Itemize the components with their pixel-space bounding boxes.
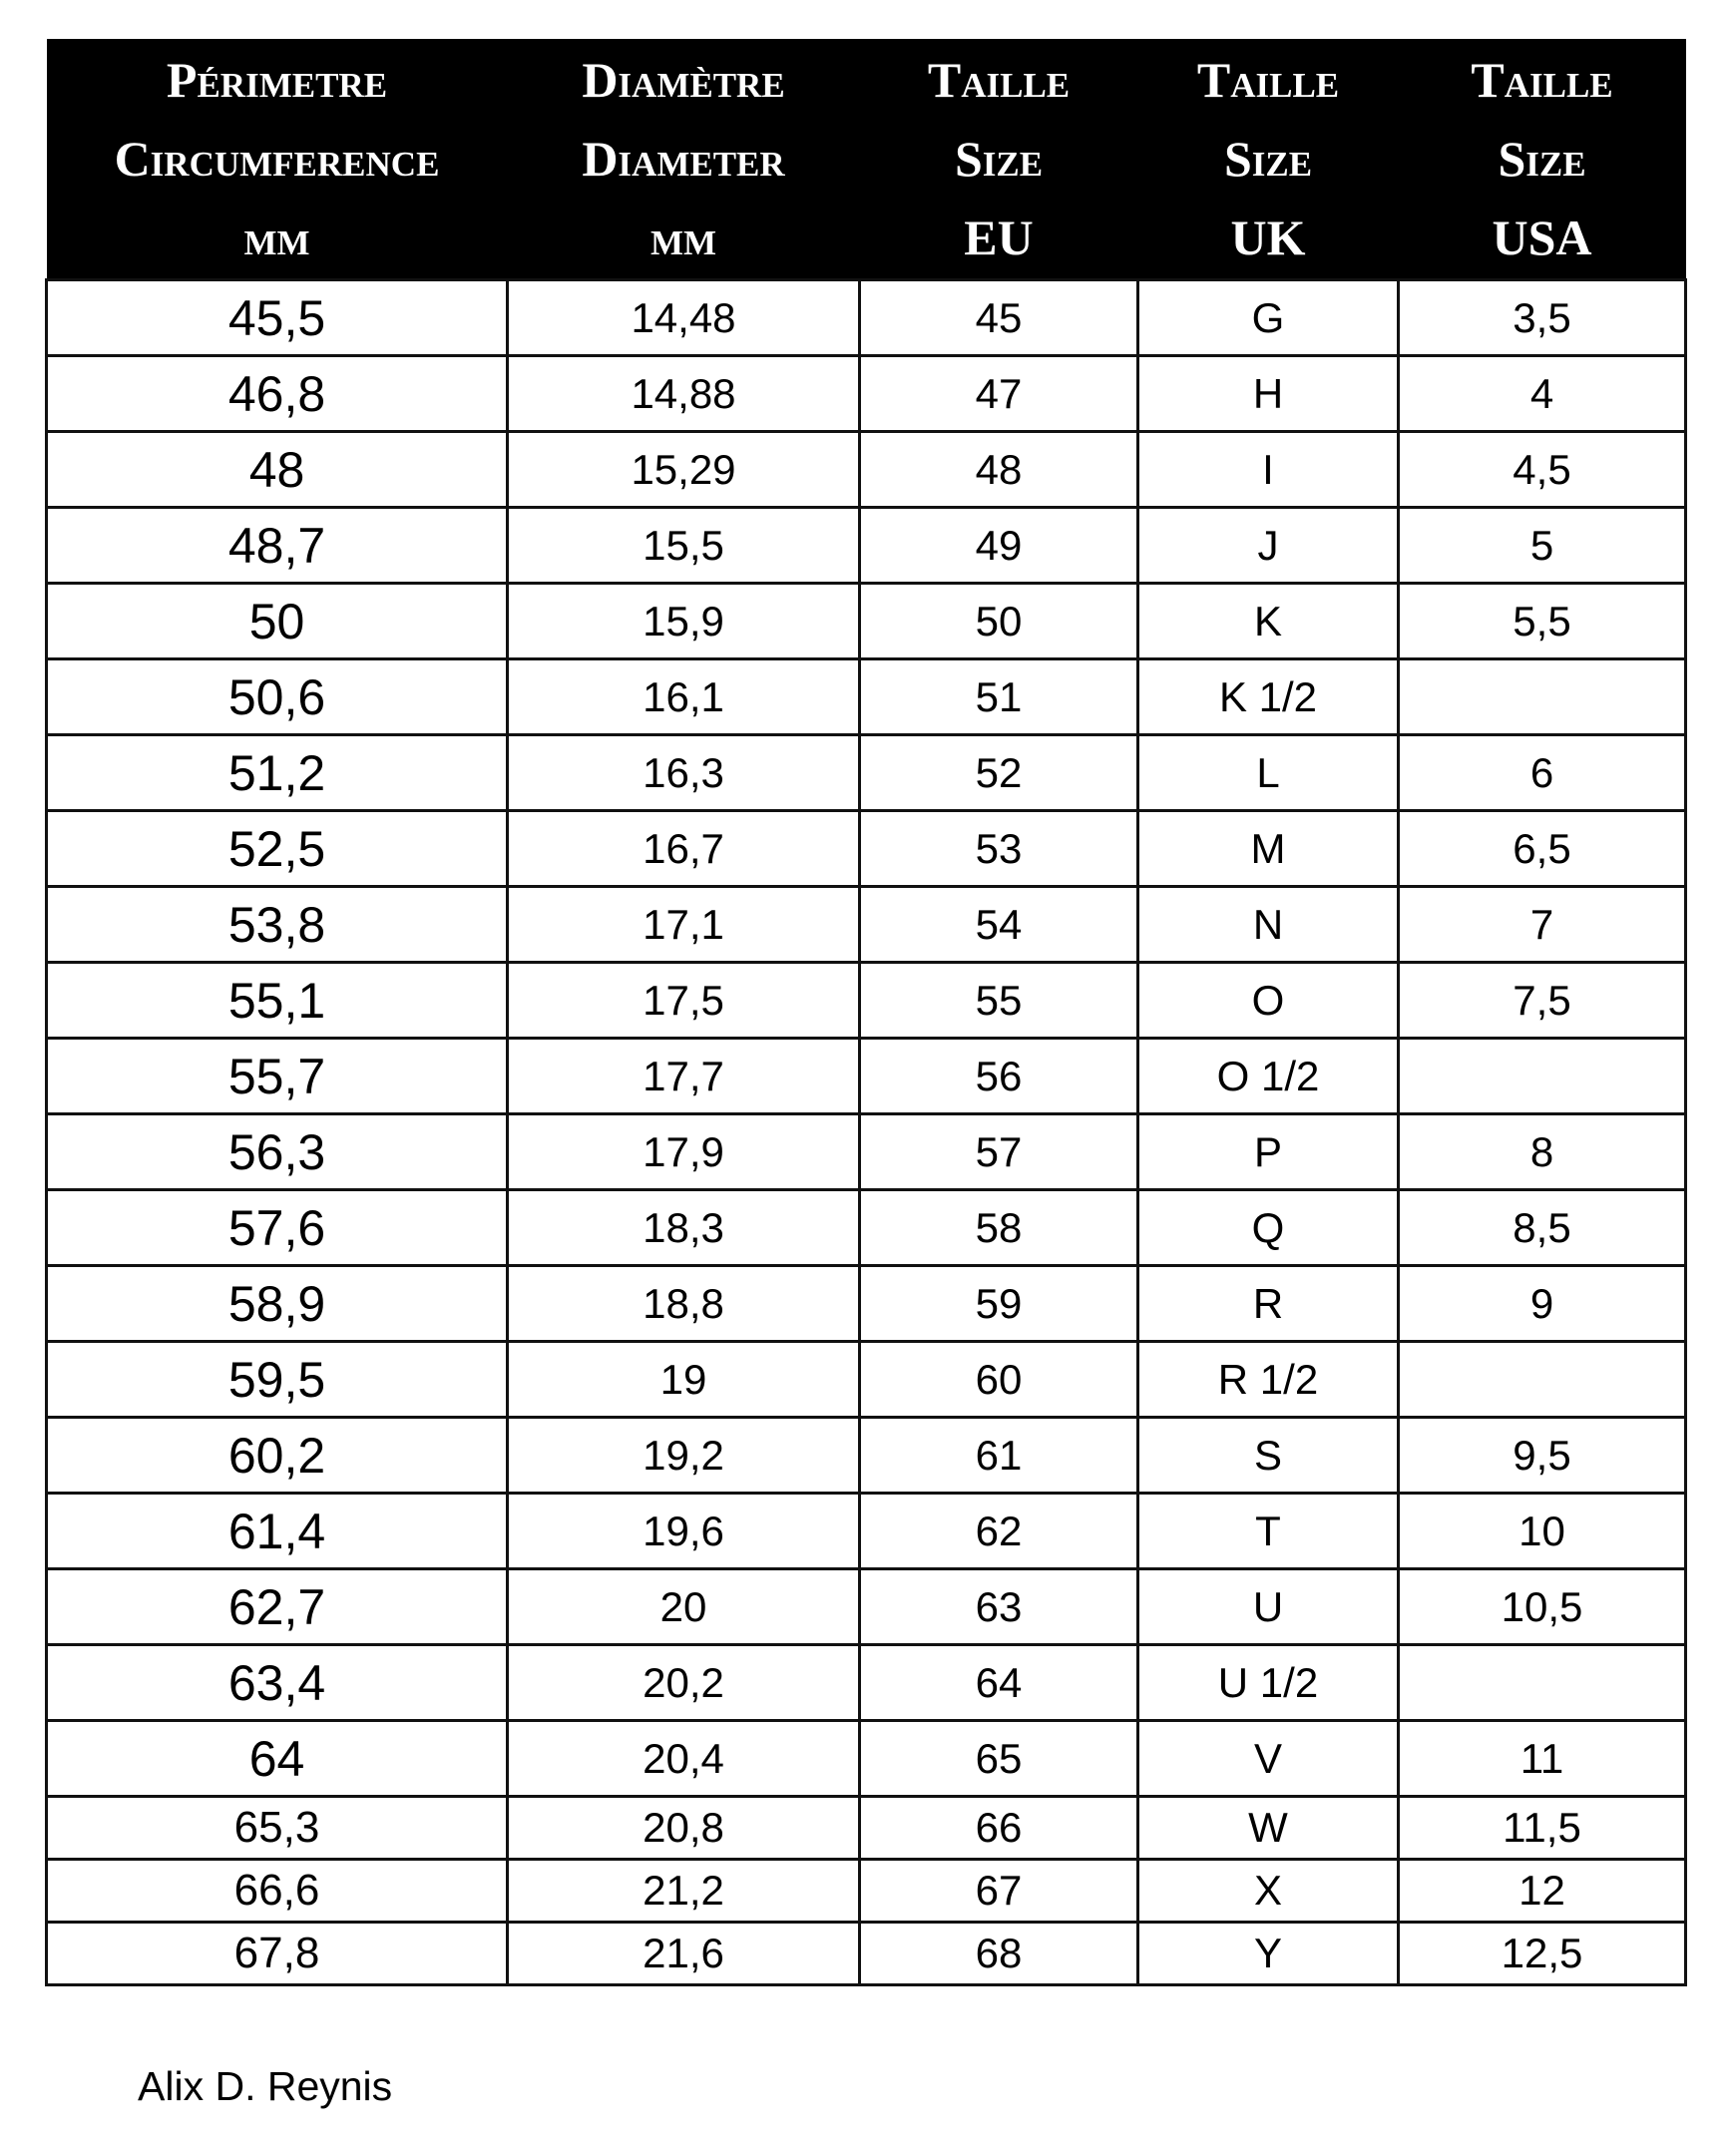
diameter-cell: 21,2 [508,1860,860,1923]
table-row [47,659,1686,735]
size-eu-cell: 64 [860,1645,1138,1721]
size-usa-cell: 12,5 [1399,1923,1686,1985]
diameter-cell: 15,9 [508,584,860,659]
table-row [47,735,1686,811]
circumference-cell: 55,1 [47,963,508,1039]
diameter-cell: 21,6 [508,1923,860,1985]
size-eu-cell: 51 [860,659,1138,735]
diameter-cell: 18,8 [508,1266,860,1342]
table-row [47,508,1686,584]
diameter-cell: 16,3 [508,735,860,811]
size-uk-cell: G [1138,280,1399,356]
size-usa-cell: 12 [1399,1860,1686,1923]
size-eu-cell: 57 [860,1114,1138,1190]
table-row [47,1569,1686,1645]
size-eu-cell: 56 [860,1039,1138,1114]
table-row [47,1797,1686,1860]
size-uk-cell: O 1/2 [1138,1039,1399,1114]
circumference-cell: 63,4 [47,1645,508,1721]
table-row [47,1645,1686,1721]
size-usa-cell: 8 [1399,1114,1686,1190]
circumference-cell: 52,5 [47,811,508,887]
table-header-row [47,39,1686,280]
circumference-cell: 48,7 [47,508,508,584]
size-usa-cell [1399,1645,1686,1721]
size-usa-cell: 6,5 [1399,811,1686,887]
size-uk-cell: U 1/2 [1138,1645,1399,1721]
diameter-cell: 19,6 [508,1494,860,1569]
size-eu-cell: 48 [860,432,1138,508]
table-row [47,1860,1686,1923]
size-usa-cell [1399,659,1686,735]
size-uk-cell: Y [1138,1923,1399,1985]
size-uk-cell: S [1138,1418,1399,1494]
size-eu-cell: 58 [860,1190,1138,1266]
diameter-cell: 16,7 [508,811,860,887]
size-eu-cell: 55 [860,963,1138,1039]
size-eu-cell: 53 [860,811,1138,887]
size-uk-cell: J [1138,508,1399,584]
circumference-cell: 48 [47,432,508,508]
size-uk-cell: U [1138,1569,1399,1645]
size-eu-cell: 45 [860,280,1138,356]
diameter-cell: 16,1 [508,659,860,735]
size-uk-cell: Q [1138,1190,1399,1266]
size-usa-cell: 11 [1399,1721,1686,1797]
size-uk-cell: L [1138,735,1399,811]
circumference-cell: 59,5 [47,1342,508,1418]
header-size-usa: Taille Size USA [1399,39,1686,280]
size-uk-cell: O [1138,963,1399,1039]
diameter-cell: 15,29 [508,432,860,508]
size-eu-cell: 59 [860,1266,1138,1342]
size-eu-cell: 67 [860,1860,1138,1923]
size-usa-cell: 3,5 [1399,280,1686,356]
table-row [47,1114,1686,1190]
circumference-cell: 56,3 [47,1114,508,1190]
diameter-cell: 19,2 [508,1418,860,1494]
ring-size-table [45,39,1687,1986]
table-row [47,1494,1686,1569]
table-body [47,280,1686,1985]
size-uk-cell: V [1138,1721,1399,1797]
size-usa-cell: 10 [1399,1494,1686,1569]
size-uk-cell: P [1138,1114,1399,1190]
table-row [47,1190,1686,1266]
diameter-cell: 20,4 [508,1721,860,1797]
diameter-cell: 18,3 [508,1190,860,1266]
size-uk-cell: R [1138,1266,1399,1342]
header-size-uk: Taille Size UK [1138,39,1399,280]
header-circumference: Périmetre Circumference mm [47,39,508,280]
size-usa-cell: 4 [1399,356,1686,432]
size-eu-cell: 62 [860,1494,1138,1569]
table-row [47,1342,1686,1418]
table-row [47,963,1686,1039]
table-row [47,887,1686,963]
size-uk-cell: I [1138,432,1399,508]
header-diameter: Diamètre Diameter mm [508,39,860,280]
size-eu-cell: 52 [860,735,1138,811]
table-row [47,1266,1686,1342]
diameter-cell: 17,9 [508,1114,860,1190]
size-usa-cell: 6 [1399,735,1686,811]
header-size-eu: Taille Size EU [860,39,1138,280]
size-uk-cell: R 1/2 [1138,1342,1399,1418]
size-eu-cell: 68 [860,1923,1138,1985]
size-eu-cell: 47 [860,356,1138,432]
size-uk-cell: W [1138,1797,1399,1860]
circumference-cell: 64 [47,1721,508,1797]
size-eu-cell: 63 [860,1569,1138,1645]
table-row [47,356,1686,432]
size-uk-cell: K 1/2 [1138,659,1399,735]
diameter-cell: 19 [508,1342,860,1418]
diameter-cell: 20,8 [508,1797,860,1860]
size-usa-cell: 7,5 [1399,963,1686,1039]
table-row [47,1923,1686,1985]
size-uk-cell: X [1138,1860,1399,1923]
size-uk-cell: H [1138,356,1399,432]
size-eu-cell: 50 [860,584,1138,659]
diameter-cell: 14,88 [508,356,860,432]
circumference-cell: 51,2 [47,735,508,811]
size-eu-cell: 54 [860,887,1138,963]
diameter-cell: 17,1 [508,887,860,963]
diameter-cell: 20 [508,1569,860,1645]
circumference-cell: 50 [47,584,508,659]
table-row [47,280,1686,356]
table-row [47,432,1686,508]
size-usa-cell: 8,5 [1399,1190,1686,1266]
diameter-cell: 17,5 [508,963,860,1039]
size-usa-cell: 9 [1399,1266,1686,1342]
size-usa-cell: 7 [1399,887,1686,963]
table-row [47,1039,1686,1114]
size-uk-cell: K [1138,584,1399,659]
diameter-cell: 14,48 [508,280,860,356]
circumference-cell: 53,8 [47,887,508,963]
circumference-cell: 60,2 [47,1418,508,1494]
size-uk-cell: N [1138,887,1399,963]
diameter-cell: 15,5 [508,508,860,584]
size-uk-cell: T [1138,1494,1399,1569]
circumference-cell: 50,6 [47,659,508,735]
circumference-cell: 45,5 [47,280,508,356]
circumference-cell: 57,6 [47,1190,508,1266]
author-credit: Alix D. Reynis [138,2063,393,2109]
size-eu-cell: 49 [860,508,1138,584]
diameter-cell: 17,7 [508,1039,860,1114]
circumference-cell: 65,3 [47,1797,508,1860]
table-row [47,1418,1686,1494]
circumference-cell: 66,6 [47,1860,508,1923]
diameter-cell: 20,2 [508,1645,860,1721]
size-usa-cell: 11,5 [1399,1797,1686,1860]
table-row [47,584,1686,659]
size-usa-cell: 9,5 [1399,1418,1686,1494]
size-usa-cell: 5 [1399,508,1686,584]
circumference-cell: 61,4 [47,1494,508,1569]
size-eu-cell: 66 [860,1797,1138,1860]
size-usa-cell: 10,5 [1399,1569,1686,1645]
size-eu-cell: 61 [860,1418,1138,1494]
circumference-cell: 67,8 [47,1923,508,1985]
size-eu-cell: 60 [860,1342,1138,1418]
size-usa-cell: 4,5 [1399,432,1686,508]
size-usa-cell: 5,5 [1399,584,1686,659]
size-usa-cell [1399,1039,1686,1114]
circumference-cell: 55,7 [47,1039,508,1114]
circumference-cell: 58,9 [47,1266,508,1342]
size-eu-cell: 65 [860,1721,1138,1797]
table-row [47,811,1686,887]
size-uk-cell: M [1138,811,1399,887]
table-row [47,1721,1686,1797]
circumference-cell: 46,8 [47,356,508,432]
size-usa-cell [1399,1342,1686,1418]
circumference-cell: 62,7 [47,1569,508,1645]
